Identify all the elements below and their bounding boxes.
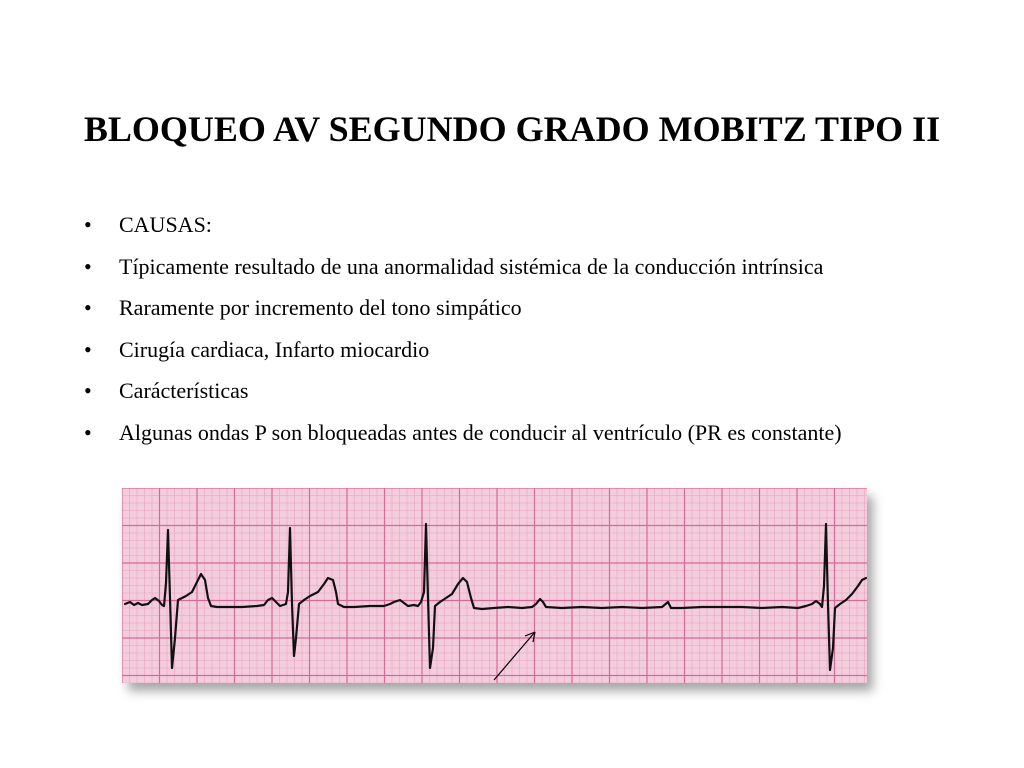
bullet-item: • Carácterísticas xyxy=(84,378,964,404)
bullet-list xyxy=(84,212,964,461)
bullet-item: • Típicamente resultado de una anormalidad sistémica de la conducción intrínsica xyxy=(84,254,964,280)
bullet-item: • Raramente por incremento del tono simpático xyxy=(84,295,964,321)
slide-title: BLOQUEO AV SEGUNDO GRADO MOBITZ TIPO II xyxy=(83,109,941,149)
ecg-rhythm-strip xyxy=(122,488,867,683)
bullet-item: • Cirugía cardiaca, Infarto miocardio xyxy=(84,337,964,363)
bullet-item: • CAUSAS: xyxy=(84,212,964,238)
ecg-strip-image xyxy=(122,488,867,683)
bullet-item: • Algunas ondas P son bloqueadas antes de conducir al ventrículo (PR es constante) xyxy=(84,420,964,446)
